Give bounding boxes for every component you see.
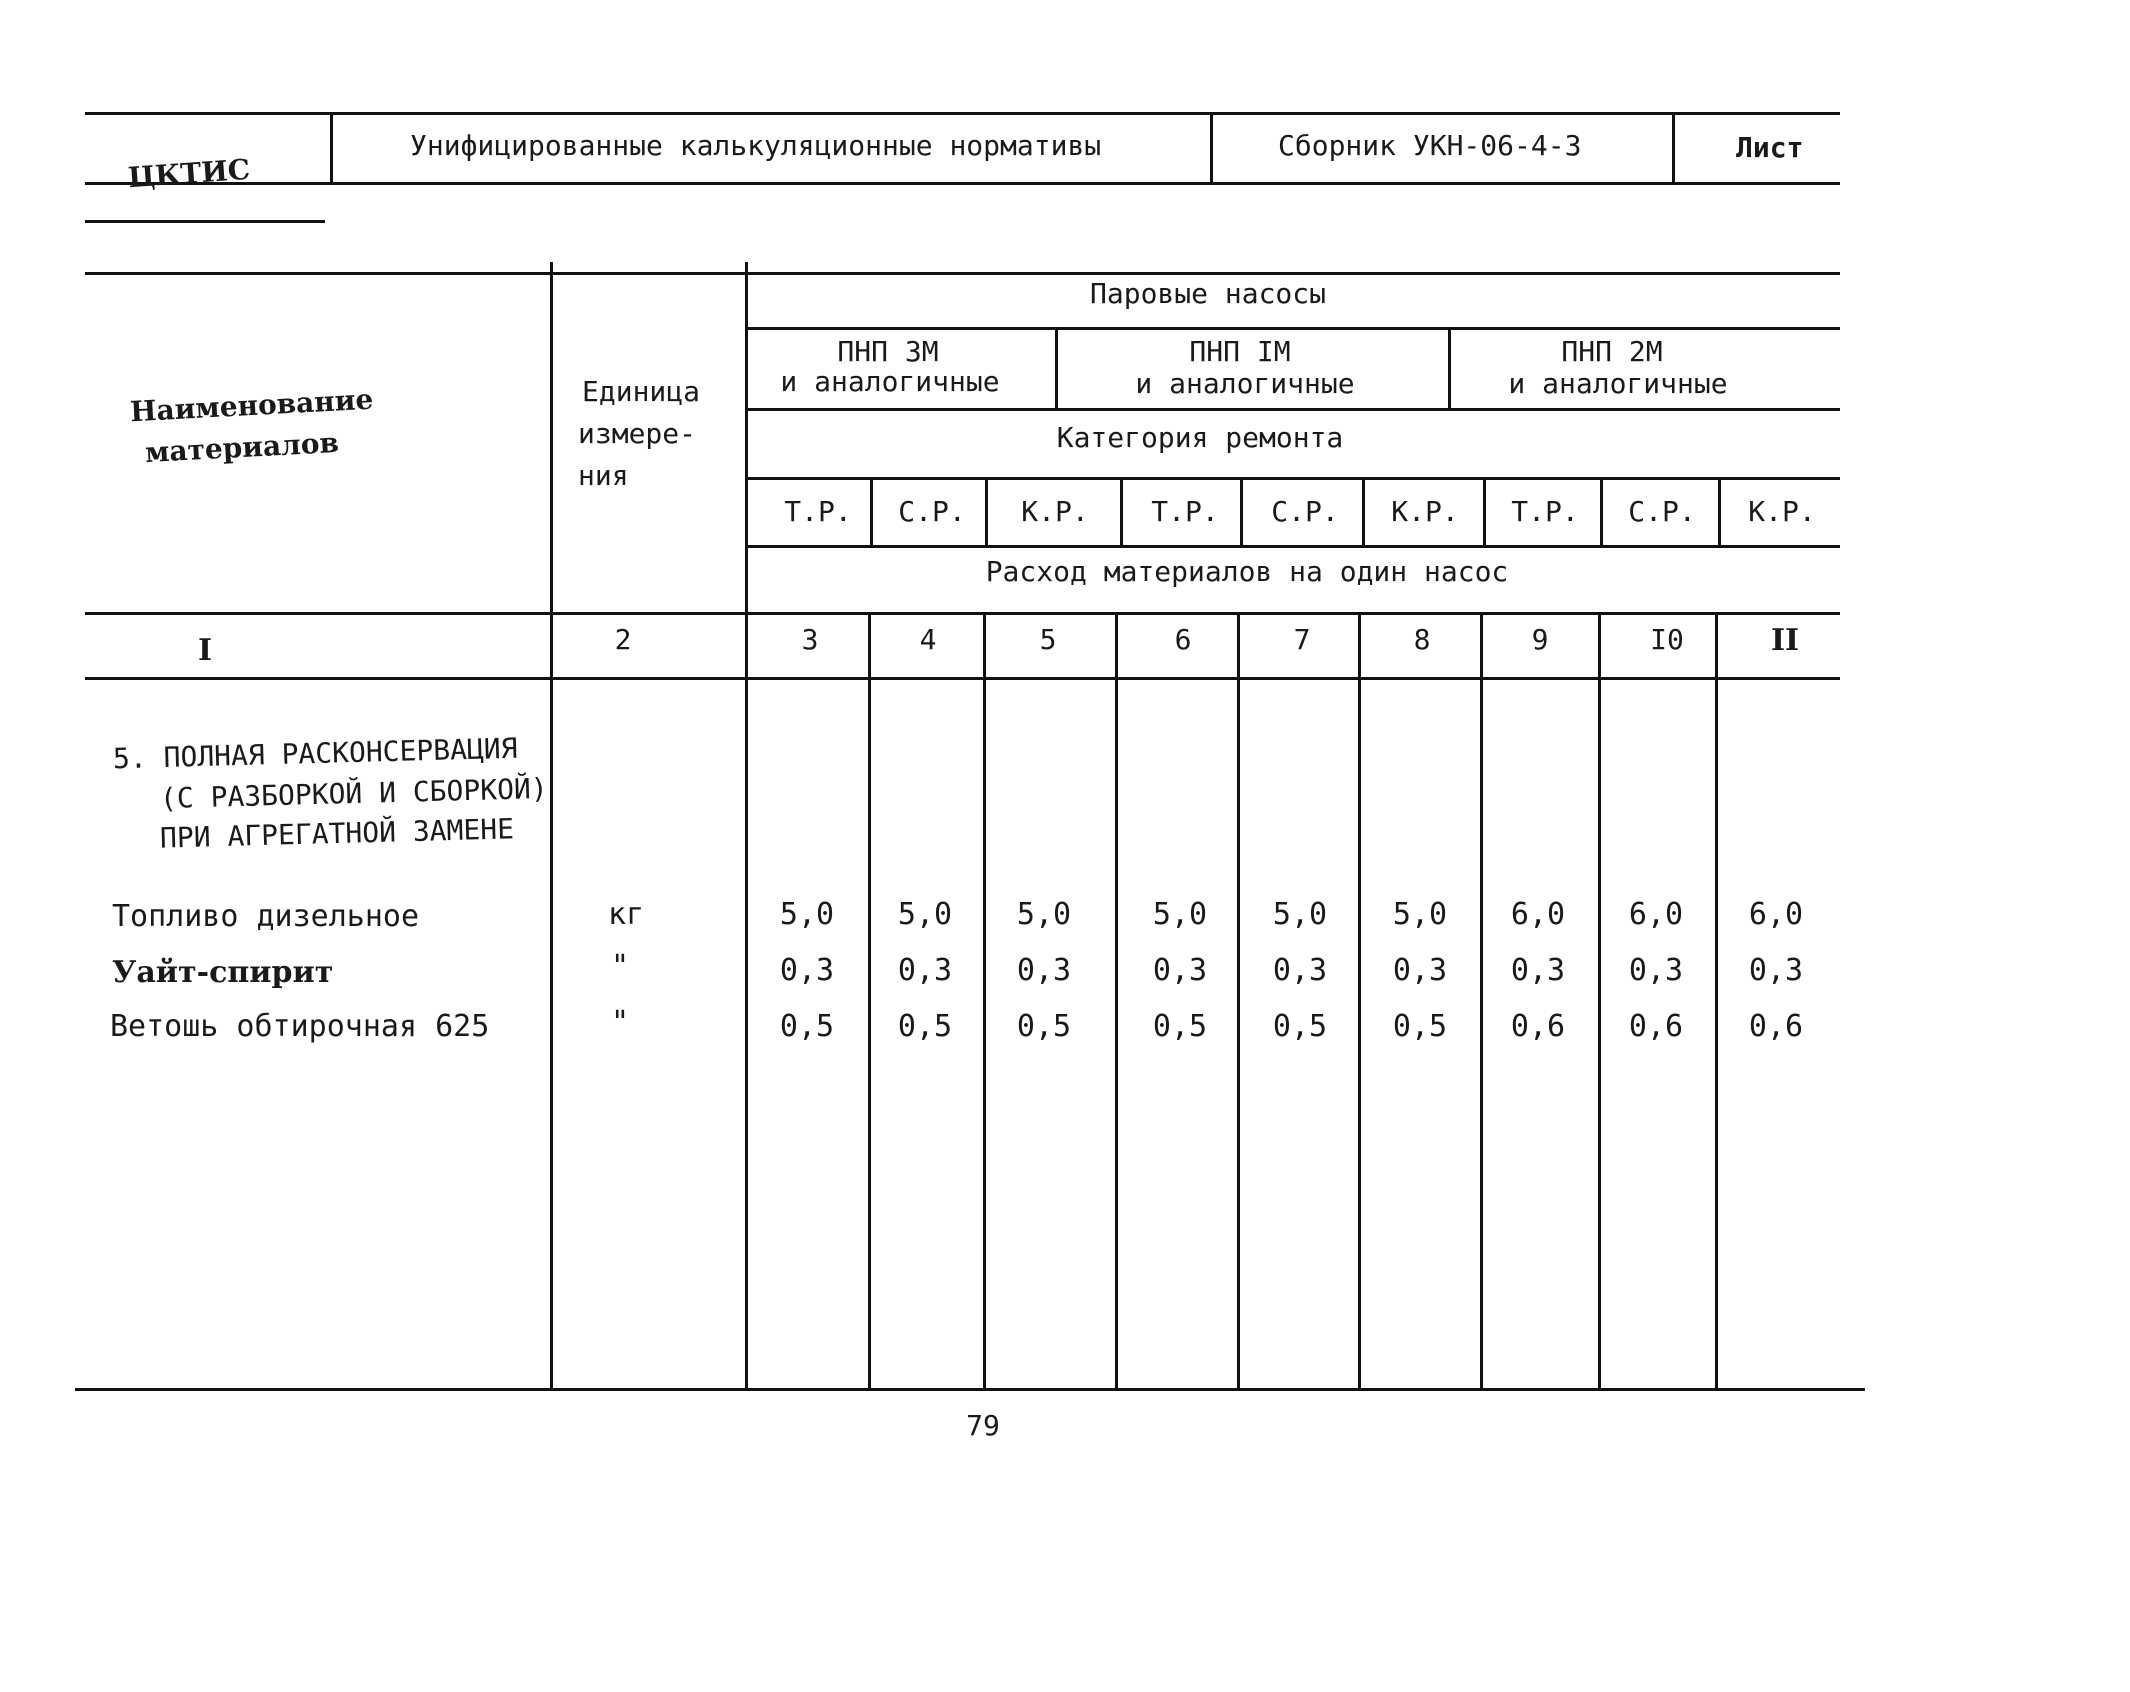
category-title-line <box>745 408 1840 411</box>
data-divider-2 <box>983 612 986 1389</box>
row-3-value: 0,5 <box>779 1009 835 1044</box>
row-2-name: Уайт-спирит <box>112 955 334 990</box>
row-1-value: 5,0 <box>1016 897 1072 932</box>
col-divider-2 <box>745 262 748 1389</box>
row-3-unit: " <box>610 1005 630 1040</box>
row-1-unit: кг <box>607 897 645 932</box>
pump-divider-1 <box>1055 327 1058 410</box>
pump-divider-2 <box>1448 327 1451 410</box>
col-divider-1 <box>550 262 553 1389</box>
column-number: 9 <box>1531 623 1549 656</box>
table-top-line <box>85 272 1840 275</box>
row-3-value: 0,6 <box>1628 1009 1684 1044</box>
category-cell: С.Р. <box>1628 495 1696 528</box>
category-cell: К.Р. <box>1748 495 1816 528</box>
col2-header-line1: Единица <box>582 375 701 408</box>
data-divider-5 <box>1358 612 1361 1389</box>
column-number: 2 <box>614 623 632 656</box>
header-top-line <box>85 112 1840 115</box>
data-divider-6 <box>1480 612 1483 1389</box>
row-2-value: 0,3 <box>1152 953 1208 988</box>
row-1-name: Топливо дизельное <box>112 899 420 934</box>
pump-3-name: ПНП 2М <box>1561 335 1663 368</box>
column-number: I <box>197 633 213 668</box>
row-2-value: 0,3 <box>897 953 953 988</box>
cat-divider-4 <box>1240 477 1243 547</box>
category-cell: Т.Р. <box>1511 495 1579 528</box>
row-2-value: 0,3 <box>1016 953 1072 988</box>
cat-divider-3 <box>1120 477 1123 547</box>
row-2-value: 0,3 <box>1272 953 1328 988</box>
pump-1-name: ПНП 3М <box>837 335 939 368</box>
consumption-title: Расход материалов на один насос <box>985 555 1509 588</box>
row-1-value: 5,0 <box>779 897 835 932</box>
numbers-bottom-line <box>85 677 1840 680</box>
row-2-value: 0,3 <box>1510 953 1566 988</box>
cat-divider-7 <box>1600 477 1603 547</box>
header-divider-3 <box>1672 112 1675 184</box>
category-title: Категория ремонта <box>1056 421 1344 454</box>
row-2-value: 0,3 <box>1628 953 1684 988</box>
pump-3-sub: и аналогичные <box>1508 367 1728 400</box>
col1-header-line2: материалов <box>144 425 340 470</box>
column-number: 6 <box>1174 623 1192 656</box>
column-number: 8 <box>1413 623 1431 656</box>
page-number: 79 <box>966 1409 1000 1442</box>
table-bottom-line <box>75 1388 1865 1391</box>
row-3-value: 0,6 <box>1510 1009 1566 1044</box>
category-line <box>745 477 1840 480</box>
section-title-line3: ПРИ АГРЕГАТНОЙ ЗАМЕНЕ <box>159 812 515 855</box>
row-3-name: Ветошь обтирочная 625 <box>110 1009 490 1044</box>
header-under-line <box>85 220 325 223</box>
row-1-value: 6,0 <box>1748 897 1804 932</box>
pumps-line <box>745 327 1840 330</box>
pump-2-sub: и аналогичные <box>1135 367 1355 400</box>
pump-2-name: ПНП IМ <box>1189 335 1291 368</box>
row-1-value: 6,0 <box>1510 897 1566 932</box>
row-2-value: 0,3 <box>1392 953 1448 988</box>
column-number: I0 <box>1650 623 1684 656</box>
data-divider-4 <box>1237 612 1240 1389</box>
data-divider-7 <box>1598 612 1601 1389</box>
section-title-line1: 5. ПОЛНАЯ РАСКОНСЕРВАЦИЯ <box>112 731 518 776</box>
row-1-value: 5,0 <box>897 897 953 932</box>
category-cell: К.Р. <box>1021 495 1089 528</box>
category-cell: Т.Р. <box>1151 495 1219 528</box>
row-2-value: 0,3 <box>1748 953 1804 988</box>
cat-divider-8 <box>1718 477 1721 547</box>
column-number: 7 <box>1293 623 1311 656</box>
cat-divider-5 <box>1362 477 1365 547</box>
col2-header-line2: измере- <box>578 417 697 450</box>
row-3-value: 0,5 <box>1152 1009 1208 1044</box>
group-title: Паровые насосы <box>1089 277 1327 310</box>
column-number: 4 <box>919 623 937 656</box>
row-2-value: 0,3 <box>779 953 835 988</box>
org-label: ЦКТИС <box>126 152 252 195</box>
row-1-value: 5,0 <box>1392 897 1448 932</box>
numbers-top-line <box>85 612 1840 615</box>
cat-divider-1 <box>870 477 873 547</box>
row-1-value: 6,0 <box>1628 897 1684 932</box>
header-bottom-line <box>85 182 1840 185</box>
category-cell: К.Р. <box>1391 495 1459 528</box>
row-3-value: 0,6 <box>1748 1009 1804 1044</box>
header-divider-2 <box>1210 112 1213 184</box>
row-3-value: 0,5 <box>1392 1009 1448 1044</box>
col2-header-line3: ния <box>578 459 629 492</box>
row-1-value: 5,0 <box>1152 897 1208 932</box>
column-number: 3 <box>801 623 819 656</box>
section-title-line2: (С РАЗБОРКОЙ И СБОРКОЙ) <box>159 771 549 816</box>
row-1-value: 5,0 <box>1272 897 1328 932</box>
header-divider-1 <box>330 112 333 184</box>
column-number: 5 <box>1039 623 1057 656</box>
category-cell: С.Р. <box>898 495 966 528</box>
row-3-value: 0,5 <box>897 1009 953 1044</box>
consumption-line <box>745 545 1840 548</box>
data-divider-8 <box>1715 612 1718 1389</box>
category-cell: Т.Р. <box>784 495 852 528</box>
column-number: II <box>1770 623 1800 658</box>
col1-header-line1: Наименование <box>129 382 375 429</box>
sheet-label: Лист <box>1736 131 1804 164</box>
cat-divider-2 <box>985 477 988 547</box>
header-title: Унифицированные калькуляционные нормативы <box>410 129 1102 162</box>
cat-divider-6 <box>1483 477 1486 547</box>
pump-1-sub: и аналогичные <box>780 365 1000 398</box>
collection-label: Сборник УКН-06-4-3 <box>1278 129 1582 162</box>
category-cell: С.Р. <box>1271 495 1339 528</box>
row-2-unit: " <box>610 949 630 984</box>
data-divider-1 <box>868 612 871 1389</box>
row-3-value: 0,5 <box>1016 1009 1072 1044</box>
row-3-value: 0,5 <box>1272 1009 1328 1044</box>
data-divider-3 <box>1115 612 1118 1389</box>
